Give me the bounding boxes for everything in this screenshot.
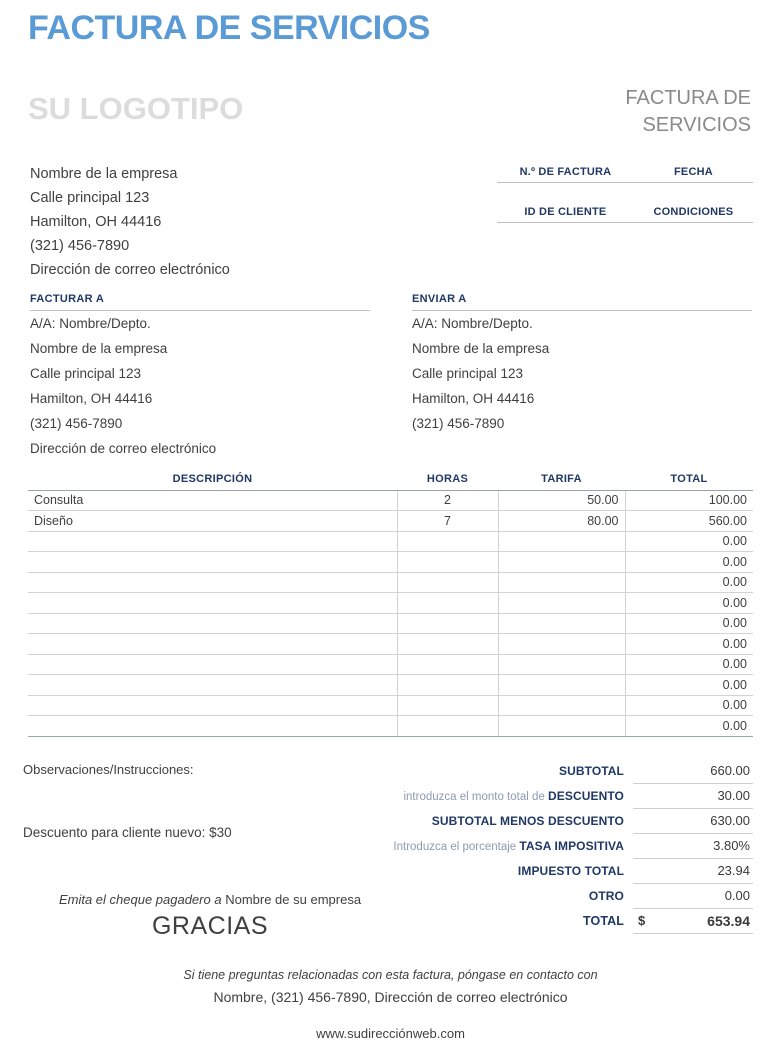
other-label: OTRO: [588, 888, 624, 903]
line-item-description[interactable]: [28, 552, 397, 573]
table-row: [28, 572, 753, 593]
meta-header-row-1: [497, 164, 753, 182]
line-item-hours[interactable]: [397, 552, 498, 573]
footer-contact-line-1: Si tiene preguntas relacionadas con esta factura, póngase en contacto con: [183, 968, 598, 982]
table-row: [28, 531, 753, 552]
line-item-description[interactable]: [28, 531, 397, 552]
line-item-hours[interactable]: [397, 654, 498, 675]
subtotal-label: SUBTOTAL: [558, 763, 624, 778]
tax-total-currency: [633, 858, 655, 883]
line-item-total: 0.00: [625, 593, 753, 614]
column-header-rate: TARIFA: [498, 470, 625, 490]
make-check-payable-line: [0, 892, 420, 907]
customer-id-label: ID DE CLIENTE: [497, 204, 634, 222]
footer-contact: [0, 964, 781, 1045]
meta-value-row-1: [497, 182, 753, 204]
table-row: [28, 675, 753, 696]
line-item-total: 560.00: [625, 511, 753, 532]
table-row: [28, 490, 753, 511]
line-item-hours[interactable]: 2: [397, 490, 498, 511]
subtotal-less-discount-value: 630.00: [655, 808, 753, 833]
company-city: Hamilton, OH 44416: [30, 214, 162, 230]
line-item-hours[interactable]: [397, 695, 498, 716]
line-item-rate[interactable]: [498, 593, 625, 614]
column-header-hours: HORAS: [397, 470, 498, 490]
line-item-rate[interactable]: [498, 552, 625, 573]
subtotal-currency: [633, 758, 655, 783]
column-header-total: TOTAL: [625, 470, 753, 490]
subtotal-less-discount-currency: [633, 808, 655, 833]
line-item-hours[interactable]: [397, 613, 498, 634]
subtotal-value: 660.00: [710, 762, 750, 778]
line-item-rate[interactable]: 80.00: [498, 511, 625, 532]
line-item-total: 0.00: [625, 552, 753, 573]
table-row: [28, 695, 753, 716]
invoice-date-label: FECHA: [634, 164, 753, 182]
bill-to-line: Dirección de correo electrónico: [30, 441, 217, 456]
line-item-description[interactable]: [28, 675, 397, 696]
document-type-heading: [521, 85, 751, 139]
line-item-rate[interactable]: 50.00: [498, 490, 625, 511]
company-phone: (321) 456-7890: [30, 238, 130, 254]
logo-placeholder: SU LOGOTIPO: [28, 91, 244, 126]
make-check-payable-text: Emita el cheque pagadero a: [58, 892, 222, 907]
footer-contact-line-2: Nombre, (321) 456-7890, Dirección de correo electrónico: [213, 989, 568, 1005]
bill-to-heading: FACTURAR A: [30, 293, 370, 311]
ship-to-heading: ENVIAR A: [412, 293, 752, 311]
other-currency: [633, 883, 655, 908]
table-row: [28, 716, 753, 737]
invoice-number-field[interactable]: [497, 182, 634, 204]
ship-to-line: Nombre de la empresa: [412, 341, 550, 356]
line-item-total: 0.00: [625, 634, 753, 655]
grand-total-label: TOTAL: [582, 913, 624, 928]
invoice-meta-table: [497, 164, 753, 223]
line-item-rate[interactable]: [498, 675, 625, 696]
line-item-hours[interactable]: [397, 572, 498, 593]
tax-rate-label: [392, 833, 633, 858]
bill-to-line: A/A: Nombre/Depto.: [30, 316, 151, 331]
column-header-description: DESCRIPCIÓN: [28, 470, 397, 490]
bill-to-line: Hamilton, OH 44416: [30, 391, 153, 406]
address-section: [30, 293, 753, 461]
company-street: Calle principal 123: [30, 190, 150, 206]
currency-symbol: $: [633, 908, 655, 933]
line-item-description[interactable]: [28, 634, 397, 655]
line-item-rate[interactable]: [498, 613, 625, 634]
table-header-row: [28, 470, 753, 490]
totals-row-grand-total: [392, 908, 753, 933]
totals-row-tax-total: [392, 858, 753, 883]
line-item-description[interactable]: [28, 695, 397, 716]
invoice-number-label: N.º DE FACTURA: [497, 164, 634, 182]
line-item-description[interactable]: [28, 613, 397, 634]
line-item-total: 0.00: [625, 716, 753, 737]
bill-to-line: (321) 456-7890: [30, 416, 123, 431]
subtotal-less-discount-label: SUBTOTAL MENOS DESCUENTO: [431, 813, 624, 828]
ship-to-line: (321) 456-7890: [412, 416, 505, 431]
line-item-rate[interactable]: [498, 716, 625, 737]
tax-rate-currency: [633, 833, 655, 858]
company-name: Nombre de la empresa: [30, 166, 178, 182]
line-item-total: 0.00: [625, 613, 753, 634]
table-row: [28, 613, 753, 634]
discount-value[interactable]: 30.00: [655, 783, 753, 808]
discount-label-text: DESCUENTO: [547, 788, 624, 803]
line-item-description[interactable]: [28, 716, 397, 737]
bill-to-block: [30, 293, 370, 461]
tax-rate-hint: Introduzca el porcentaje: [393, 840, 520, 853]
company-info: [30, 162, 230, 282]
company-email: Dirección de correo electrónico: [30, 262, 230, 278]
tax-rate-value[interactable]: 3.80%: [655, 833, 753, 858]
line-item-total: 0.00: [625, 675, 753, 696]
table-row: [28, 593, 753, 614]
totals-row-other: [392, 883, 753, 908]
ship-to-block: [412, 293, 752, 461]
table-row: [28, 634, 753, 655]
grand-total-value: 653.94: [655, 908, 753, 933]
line-item-rate[interactable]: [498, 654, 625, 675]
line-item-description[interactable]: [28, 572, 397, 593]
discount-hint: introduzca el monto total de: [403, 790, 548, 803]
terms-label: CONDICIONES: [634, 204, 753, 222]
page-title: FACTURA DE SERVICIOS: [28, 9, 430, 47]
line-item-description[interactable]: [28, 593, 397, 614]
thank-you-message: GRACIAS: [151, 912, 269, 940]
totals-table: [392, 758, 753, 934]
line-item-rate[interactable]: [498, 531, 625, 552]
line-item-rate[interactable]: [498, 695, 625, 716]
totals-row-subtotal-less-discount: [392, 808, 753, 833]
table-row: [28, 511, 753, 532]
meta-header-row-2: [497, 204, 753, 222]
discount-label: [392, 783, 633, 808]
totals-row-tax-rate: [392, 833, 753, 858]
notes-value[interactable]: Descuento para cliente nuevo: $30: [23, 825, 232, 840]
ship-to-line: Hamilton, OH 44416: [412, 391, 535, 406]
line-item-hours[interactable]: 7: [397, 511, 498, 532]
line-item-total: 0.00: [625, 695, 753, 716]
line-item-total: 0.00: [625, 531, 753, 552]
other-value[interactable]: 0.00: [655, 883, 753, 908]
ship-to-line: Calle principal 123: [412, 366, 524, 381]
line-item-hours[interactable]: [397, 675, 498, 696]
tax-total-value: 23.94: [655, 858, 753, 883]
line-item-rate[interactable]: [498, 634, 625, 655]
tax-rate-label-text: TASA IMPOSITIVA: [519, 838, 624, 853]
bill-to-line: Calle principal 123: [30, 366, 142, 381]
line-item-description[interactable]: Consulta: [28, 490, 397, 511]
invoice-date-field[interactable]: [634, 182, 753, 204]
payee-name: Nombre de su empresa: [225, 892, 362, 907]
line-items-table: [28, 470, 753, 737]
line-item-description[interactable]: [28, 654, 397, 675]
line-item-description[interactable]: Diseño: [28, 511, 397, 532]
line-item-total: 0.00: [625, 654, 753, 675]
discount-currency: [633, 783, 655, 808]
line-item-rate[interactable]: [498, 572, 625, 593]
ship-to-line: A/A: Nombre/Depto.: [412, 316, 533, 331]
table-row: [28, 654, 753, 675]
totals-row-subtotal: [392, 758, 753, 783]
tax-total-label: IMPUESTO TOTAL: [517, 863, 624, 878]
totals-row-discount: [392, 783, 753, 808]
notes-label: Observaciones/Instrucciones:: [23, 762, 194, 777]
document-type-line-1: FACTURA DE: [625, 87, 751, 109]
line-item-hours[interactable]: [397, 634, 498, 655]
line-item-hours[interactable]: [397, 593, 498, 614]
footer-website[interactable]: www.sudirecciónweb.com: [316, 1026, 465, 1041]
table-row: [28, 552, 753, 573]
line-item-hours[interactable]: [397, 716, 498, 737]
document-type-line-2: SERVICIOS: [642, 114, 751, 136]
bill-to-line: Nombre de la empresa: [30, 341, 168, 356]
line-item-total: 0.00: [625, 572, 753, 593]
line-item-total: 100.00: [625, 490, 753, 511]
line-item-hours[interactable]: [397, 531, 498, 552]
